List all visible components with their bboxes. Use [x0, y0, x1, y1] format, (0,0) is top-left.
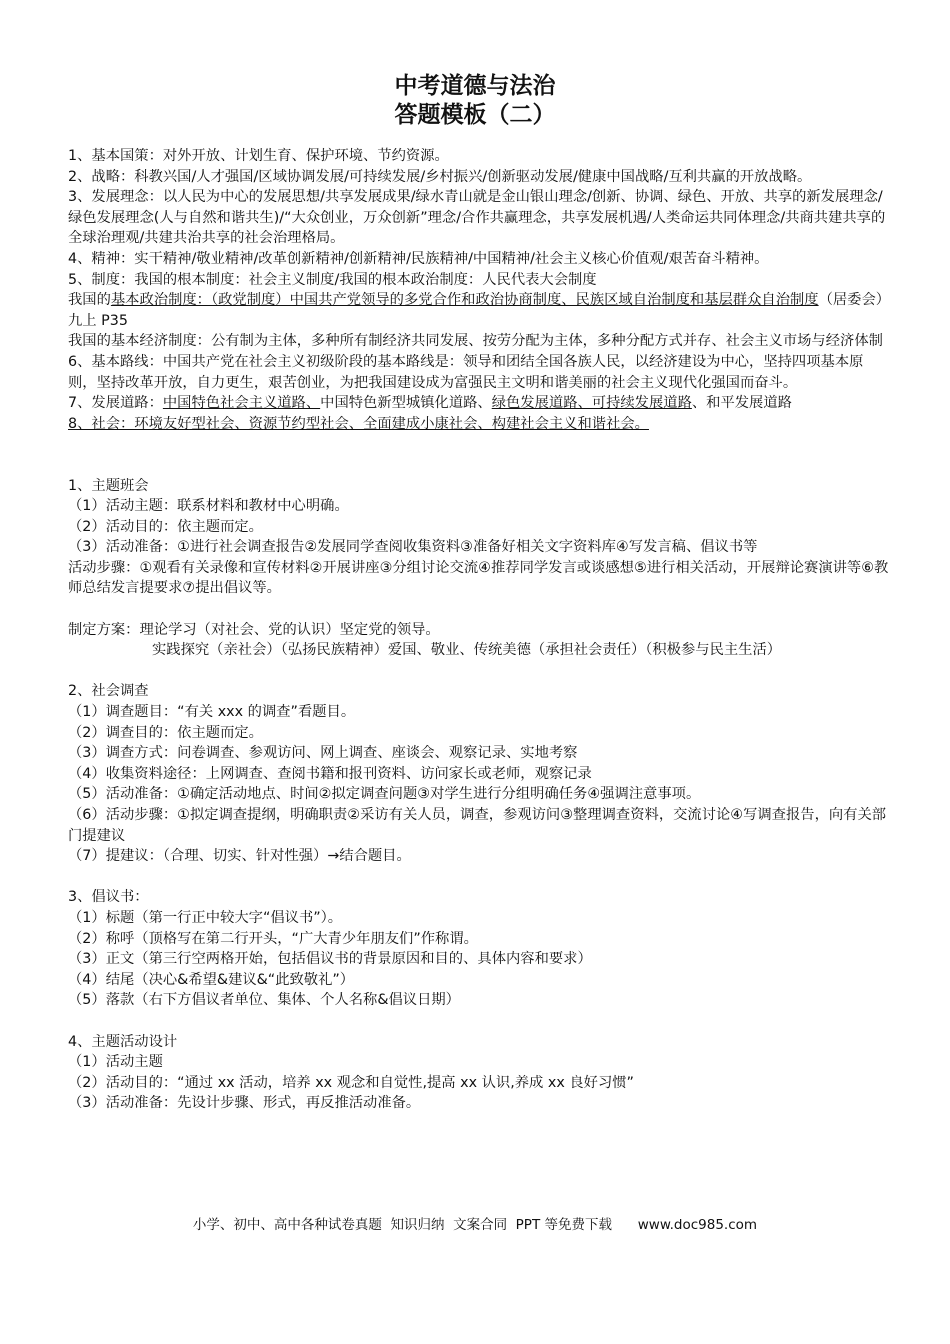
road-suffix: 、和平发展道路	[691, 395, 792, 412]
item-road	[68, 393, 890, 414]
road-underlined-1: 中国特色社会主义道路、	[162, 395, 321, 412]
item-strategy: 2、战略：科教兴国/人才强国/区域协调发展/可持续发展/乡村振兴/创新驱动发展/健康中国战略/互利共赢的开放战略。	[68, 168, 812, 185]
activity-design-line: （1）活动主题	[68, 1054, 163, 1071]
item-concept: 3、发展理念：以人民为中心的发展思想/共享发展成果/绿水青山就是金山银山理念/创新、协调、绿色、开放、共享的新发展理念/绿色发展理念(人与自然和谐共生)/“大众创业，万众创新”理念/合作共赢理念，共享发展机遇/人类命运共同体理念/共商共建共享的全球治理观/共建共治共享的社会治理格局。	[68, 189, 886, 247]
item-system: 5、制度：我国的根本制度：社会主义制度/我国的根本政治制度：人民代表大会制度	[68, 271, 597, 288]
survey-line: （1）调查题目：“有关 xxx 的调查”看题目。	[68, 704, 356, 721]
survey-line: （6）活动步骤：①拟定调查提纲，明确职责②采访有关人员，调查，参观访问③整理调查资料，交流讨论④写调查报告，向有关部门提建议	[68, 807, 887, 844]
survey-line: （3）调查方式：问卷调查、参观访问、网上调查、座谈会、观察记录、实地考察	[68, 745, 578, 762]
survey-line: （2）调查目的：依主题而定。	[68, 724, 263, 741]
class-meeting-line: （1）活动主题：联系材料和教材中心明确。	[68, 498, 349, 515]
political-system-prefix: 我国的	[68, 292, 111, 309]
proposal-line: （3）正文（第三行空两格开始，包括倡议书的背景原因和目的、具体内容和要求）	[68, 951, 592, 968]
item-society: 8、社会：环境友好型社会、资源节约型社会、全面建成小康社会、构建社会主义和谐社会。	[68, 415, 649, 432]
plan-line: 制定方案：理论学习（对社会、党的认识）坚定党的领导。	[68, 621, 440, 638]
item-economic-system: 我国的基本经济制度：公有制为主体，多种所有制经济共同发展、按劳分配为主体，多种分配方式并存、社会主义市场与经济体制	[68, 333, 883, 350]
survey-line: （5）活动准备：①确定活动地点、时间②拟定调查问题③对学生进行分组明确任务④强调注意事项。	[68, 786, 701, 803]
proposal-line: （5）落款（右下方倡议者单位、集体、个人名称&倡议日期）	[68, 992, 460, 1009]
survey-line: （4）收集资料途径：上网调查、查阅书籍和报刊资料、访问家长或老师，观察记录	[68, 765, 592, 782]
item-policy: 1、基本国策：对外开放、计划生育、保护环境、节约资源。	[68, 148, 449, 164]
political-system-underlined: 基本政治制度：（政党制度）中国共产党领导的多党合作和政治协商制度、民族区域自治制度和基层群众自治制度	[110, 292, 819, 309]
proposal-line: （1）标题（第一行正中较大字“倡议书”）。	[68, 909, 343, 926]
class-meeting-line: （2）活动目的：依主题而定。	[68, 518, 263, 535]
doc-title: 中考道德与法治	[394, 73, 556, 99]
class-meeting-line: 活动步骤：①观看有关录像和宣传材料②开展讲座③分组讨论交流④推荐同学发言或谈感想⑤进行相关活动，开展辩论赛演讲等⑥教师总结发言提要求⑦提出倡议等。	[68, 559, 889, 597]
doc-body	[68, 146, 890, 1114]
doc-subtitle: 答题模板（二）	[394, 102, 556, 128]
section-proposal-heading: 3、倡议书：	[68, 889, 149, 906]
road-middle: 中国特色新型城镇化道路、	[320, 395, 492, 412]
road-prefix: 7、发展道路：	[68, 395, 163, 412]
section-survey-heading: 2、社会调查	[68, 683, 149, 700]
class-meeting-line: （3）活动准备：①进行社会调查报告②发展同学查阅收集资料③准备好相关文字资料库④写发言稿、倡议书等	[68, 539, 758, 556]
item-political-system	[68, 290, 890, 331]
page-footer: 小学、初中、高中各种试卷真题 知识归纳 文案合同 PPT 等免费下载 www.doc985.com	[192, 1217, 758, 1233]
item-spirit: 4、精神：实干精神/敬业精神/改革创新精神/创新精神/民族精神/中国精神/社会主义核心价值观/艰苦奋斗精神。	[68, 250, 769, 267]
activity-design-line: （3）活动准备：先设计步骤、形式，再反推活动准备。	[68, 1095, 421, 1112]
political-system-suffix: （居委会）九上 P35	[68, 292, 883, 329]
section-activity-design-heading: 4、主题活动设计	[68, 1033, 178, 1050]
road-underlined-2: 绿色发展道路、可持续发展道路	[491, 395, 692, 412]
activity-design-line: （2）活动目的：“通过 xx 活动，培养 xx 观念和自觉性,提高 xx 认识,养成 xx 良好习惯”	[68, 1074, 634, 1091]
proposal-line: （2）称呼（顶格写在第二行开头，“广大青少年朋友们”作称谓。	[68, 930, 478, 947]
item-basic-line: 6、基本路线：中国共产党在社会主义初级阶段的基本路线是：领导和团结全国各族人民，以经济建设为中心，坚持四项基本原则，坚持改革开放，自力更生，艰苦创业，为把我国建设成为富强民主文明和谐美丽的社会主义现代化强国而奋斗。	[68, 353, 864, 391]
section-class-meeting-heading: 1、主题班会	[68, 477, 149, 494]
proposal-line: （4）结尾（决心&希望&建议&“此致敬礼”）	[68, 971, 355, 988]
plan-line: 实践探究（亲社会）（弘扬民族精神）爱国、敬业、传统美德（承担社会责任）（积极参与民主生活）	[152, 642, 782, 659]
survey-line: （7）提建议：（合理、切实、针对性强）→结合题目。	[68, 848, 411, 865]
